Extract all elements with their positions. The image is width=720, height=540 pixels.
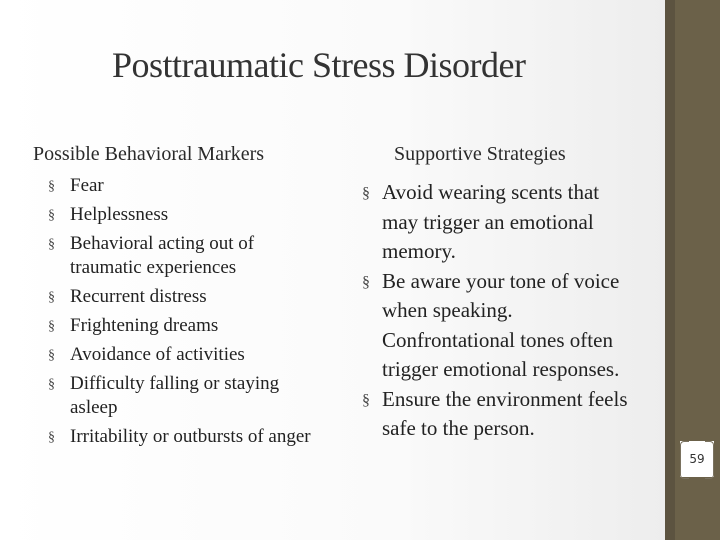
bullet-icon: § <box>48 237 55 252</box>
bullet-icon: § <box>48 377 55 392</box>
supportive-strategies-list <box>362 178 630 444</box>
list-item <box>48 343 328 367</box>
list-item <box>362 385 630 444</box>
list-item-text: Irritability or outbursts of anger <box>70 426 311 447</box>
list-item-text: Helplessness <box>70 204 169 225</box>
side-bar-edge <box>665 0 675 540</box>
list-item <box>362 267 630 385</box>
bullet-icon: § <box>48 348 55 363</box>
list-item-text: Avoid wearing scents that may trigger an emotional memory. <box>382 180 600 263</box>
list-item <box>48 425 328 449</box>
bullet-icon: § <box>362 185 370 202</box>
list-item <box>48 314 328 338</box>
bullet-icon: § <box>48 208 55 223</box>
page-number: 59 <box>689 452 705 466</box>
left-column-heading: Possible Behavioral Markers <box>33 143 265 165</box>
list-item <box>48 372 328 420</box>
list-item <box>362 178 630 267</box>
list-item <box>48 174 328 198</box>
list-item-text: Frightening dreams <box>70 315 219 336</box>
list-item <box>48 232 328 280</box>
bullet-icon: § <box>362 391 370 409</box>
list-item-text: Fear <box>70 175 104 196</box>
bullet-icon: § <box>362 273 370 291</box>
list-item-text: Recurrent distress <box>70 286 207 307</box>
bullet-icon: § <box>48 179 55 194</box>
list-item <box>48 285 328 309</box>
bullet-icon: § <box>48 290 55 305</box>
bullet-icon: § <box>48 430 55 445</box>
right-column-heading: Supportive Strategies <box>394 143 566 165</box>
list-item-text: Be aware your tone of voice when speaking. Confrontational tones often trigger emotional responses. <box>382 268 620 381</box>
slide-title: Posttraumatic Stress Disorder <box>112 45 526 85</box>
list-item-text: Difficulty falling or staying asleep <box>70 373 280 418</box>
behavioral-markers-list <box>48 174 328 454</box>
list-item-text: Behavioral acting out of traumatic experiences <box>70 233 255 278</box>
right-brace-icon <box>705 441 714 479</box>
left-brace-icon <box>680 441 689 479</box>
page-number-badge <box>680 441 714 477</box>
bullet-icon: § <box>48 319 55 334</box>
list-item-text: Avoidance of activities <box>70 344 245 365</box>
list-item-text: Ensure the environment feels safe to the person. <box>382 386 628 440</box>
list-item <box>48 203 328 227</box>
